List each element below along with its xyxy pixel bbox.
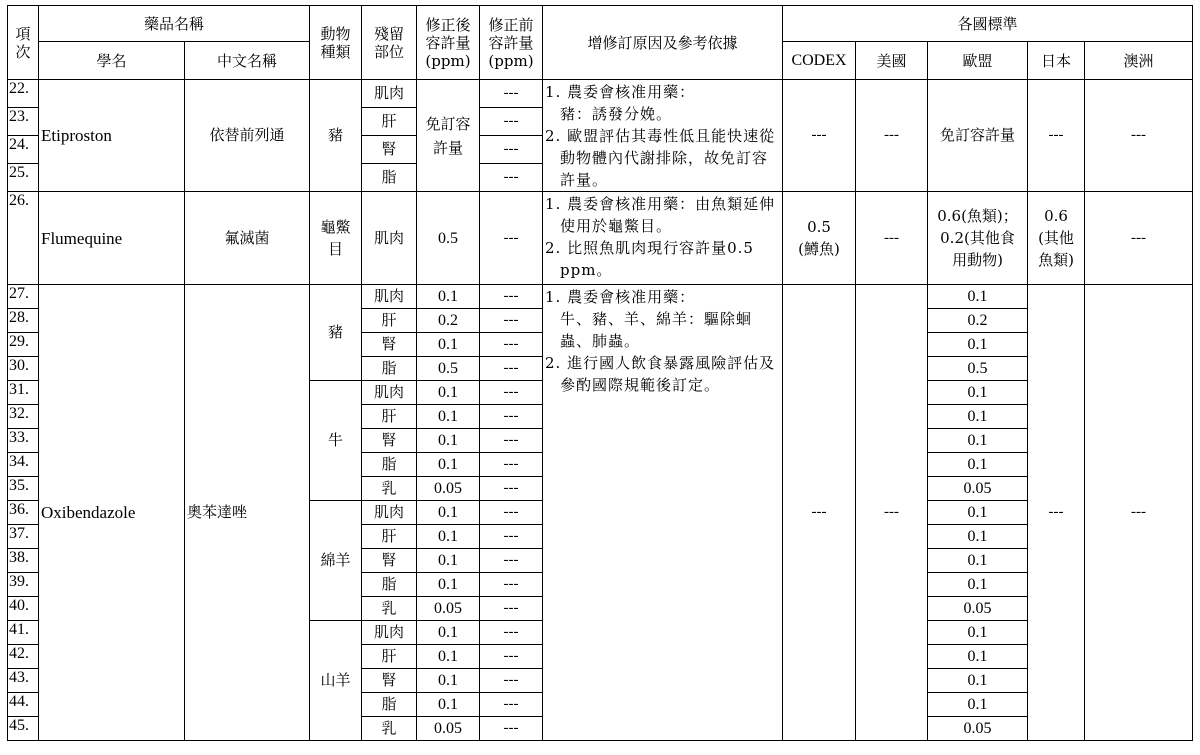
eu-value: 0.1 (928, 453, 1028, 477)
item-number: 29. (8, 333, 39, 357)
australia-value: --- (1085, 192, 1193, 285)
header-reason: 增修訂原因及參考依據 (543, 6, 783, 80)
item-number: 36. (8, 501, 39, 525)
eu-value: 0.1 (928, 501, 1028, 525)
eu-value: 0.5 (928, 357, 1028, 381)
codex-value: --- (783, 285, 856, 741)
tissue: 肌肉 (362, 621, 417, 645)
eu-value: 0.6(魚類)； 0.2(其他食 用動物) (928, 192, 1028, 285)
original-mrl: --- (480, 192, 543, 285)
codex-value: 0.5 (鱒魚) (783, 192, 856, 285)
table-row (8, 285, 1193, 309)
header-australia: 澳洲 (1085, 42, 1193, 80)
revised-mrl: 0.2 (417, 309, 480, 333)
original-mrl: --- (480, 453, 543, 477)
revised-mrl: 0.1 (417, 669, 480, 693)
item-number: 23. (8, 108, 39, 136)
animal-species: 豬 (310, 80, 362, 192)
item-number: 43. (8, 669, 39, 693)
eu-value: 0.1 (928, 333, 1028, 357)
original-mrl: --- (480, 573, 543, 597)
original-mrl: --- (480, 381, 543, 405)
item-number: 34. (8, 453, 39, 477)
eu-value: 0.1 (928, 645, 1028, 669)
mrl-amendment-document (7, 5, 1193, 741)
tissue: 脂 (362, 357, 417, 381)
item-number: 25. (8, 164, 39, 192)
header-codex: CODEX (783, 42, 856, 80)
eu-value: 0.05 (928, 717, 1028, 741)
header-animal: 動物 種類 (310, 6, 362, 80)
scientific-name: Flumequine (39, 192, 185, 285)
original-mrl: --- (480, 357, 543, 381)
tissue: 腎 (362, 333, 417, 357)
item-number: 39. (8, 573, 39, 597)
original-mrl: --- (480, 285, 543, 309)
tissue: 腎 (362, 549, 417, 573)
revised-mrl: 0.1 (417, 645, 480, 669)
eu-value: 0.1 (928, 525, 1028, 549)
revised-mrl: 0.1 (417, 501, 480, 525)
revised-mrl: 0.1 (417, 549, 480, 573)
item-number: 41. (8, 621, 39, 645)
tissue: 肌肉 (362, 192, 417, 285)
table-row (8, 80, 1193, 108)
revised-mrl: 免訂容 許量 (417, 80, 480, 192)
reason-point-1: 1. 農委會核准用藥： (545, 83, 696, 101)
reason-point-2: 2. 進行國人飲食暴露風險評估及參酌國際規範後訂定。 (545, 354, 776, 394)
tissue: 脂 (362, 164, 417, 192)
revised-mrl: 0.1 (417, 429, 480, 453)
reason-point-1: 1. 農委會核准用藥： (545, 288, 696, 306)
original-mrl: --- (480, 525, 543, 549)
tissue: 肝 (362, 405, 417, 429)
revision-reason (543, 192, 783, 285)
eu-value: 0.1 (928, 405, 1028, 429)
item-number: 26. (8, 192, 39, 285)
animal-species: 豬 (310, 285, 362, 381)
animal-species: 牛 (310, 381, 362, 501)
item-number: 32. (8, 405, 39, 429)
item-number: 35. (8, 477, 39, 501)
australia-value: --- (1085, 285, 1193, 741)
eu-value: 0.05 (928, 477, 1028, 501)
japan-value: --- (1028, 285, 1085, 741)
eu-value: 0.2 (928, 309, 1028, 333)
eu-value: 0.1 (928, 573, 1028, 597)
tissue: 腎 (362, 669, 417, 693)
revised-mrl: 0.1 (417, 381, 480, 405)
original-mrl: --- (480, 80, 543, 108)
header-tissue: 殘留 部位 (362, 6, 417, 80)
animal-species: 龜鱉 目 (310, 192, 362, 285)
header-sci-name: 學名 (39, 42, 185, 80)
eu-value: 0.1 (928, 621, 1028, 645)
original-mrl: --- (480, 597, 543, 621)
item-number: 33. (8, 429, 39, 453)
tissue: 肌肉 (362, 285, 417, 309)
japan-value: 0.6 (其他 魚類) (1028, 192, 1085, 285)
revised-mrl: 0.1 (417, 285, 480, 309)
original-mrl: --- (480, 477, 543, 501)
tissue: 乳 (362, 717, 417, 741)
revised-mrl: 0.05 (417, 477, 480, 501)
revised-mrl: 0.1 (417, 333, 480, 357)
australia-value: --- (1085, 80, 1193, 192)
item-number: 30. (8, 357, 39, 381)
header-cn-name: 中文名稱 (185, 42, 310, 80)
table-header (8, 6, 1193, 80)
item-number: 42. (8, 645, 39, 669)
tissue: 肝 (362, 525, 417, 549)
original-mrl: --- (480, 669, 543, 693)
item-number: 31. (8, 381, 39, 405)
original-mrl: --- (480, 309, 543, 333)
revision-reason (543, 80, 783, 192)
original-mrl: --- (480, 549, 543, 573)
item-number: 38. (8, 549, 39, 573)
revised-mrl: 0.05 (417, 717, 480, 741)
header-eu: 歐盟 (928, 42, 1028, 80)
header-revised-mrl: 修正後 容許量 (ppm) (417, 6, 480, 80)
tissue: 肌肉 (362, 80, 417, 108)
revision-reason (543, 285, 783, 741)
revised-mrl: 0.5 (417, 192, 480, 285)
revised-mrl: 0.5 (417, 357, 480, 381)
drug-residue-table (7, 5, 1193, 741)
reason-point-1-detail: 牛、豬、羊、綿羊：驅除蛔蟲、肺蟲。 (560, 310, 753, 350)
eu-value: 免訂容許量 (928, 80, 1028, 192)
tissue: 肝 (362, 309, 417, 333)
tissue: 脂 (362, 573, 417, 597)
original-mrl: --- (480, 108, 543, 136)
table-row (8, 192, 1193, 285)
codex-value: --- (783, 80, 856, 192)
tissue: 腎 (362, 429, 417, 453)
eu-value: 0.1 (928, 285, 1028, 309)
tissue: 肌肉 (362, 501, 417, 525)
eu-value: 0.05 (928, 597, 1028, 621)
original-mrl: --- (480, 717, 543, 741)
revised-mrl: 0.1 (417, 621, 480, 645)
revised-mrl: 0.1 (417, 693, 480, 717)
item-number: 45. (8, 717, 39, 741)
header-item-no: 項 次 (8, 6, 39, 80)
reason-point-1: 1. 農委會核准用藥：由魚類延伸使用於龜鱉目。 (545, 195, 776, 235)
chinese-name: 依替前列通 (185, 80, 310, 192)
original-mrl: --- (480, 429, 543, 453)
item-number: 37. (8, 525, 39, 549)
reason-point-1-detail: 豬：誘發分娩。 (560, 105, 673, 123)
scientific-name: Etiproston (39, 80, 185, 192)
revised-mrl: 0.1 (417, 525, 480, 549)
item-number: 22. (8, 80, 39, 108)
revised-mrl: 0.05 (417, 597, 480, 621)
reason-point-2: 2. 歐盟評估其毒性低且能快速從動物體內代謝排除，故免訂容許量。 (545, 127, 776, 189)
original-mrl: --- (480, 501, 543, 525)
animal-species: 綿羊 (310, 501, 362, 621)
scientific-name: Oxibendazole (39, 285, 185, 741)
eu-value: 0.1 (928, 429, 1028, 453)
table-body (8, 80, 1193, 741)
japan-value: --- (1028, 80, 1085, 192)
original-mrl: --- (480, 405, 543, 429)
tissue: 腎 (362, 136, 417, 164)
revised-mrl: 0.1 (417, 405, 480, 429)
eu-value: 0.1 (928, 381, 1028, 405)
tissue: 肌肉 (362, 381, 417, 405)
animal-species: 山羊 (310, 621, 362, 741)
tissue: 肝 (362, 645, 417, 669)
revised-mrl: 0.1 (417, 453, 480, 477)
original-mrl: --- (480, 621, 543, 645)
eu-value: 0.1 (928, 669, 1028, 693)
original-mrl: --- (480, 164, 543, 192)
item-number: 40. (8, 597, 39, 621)
original-mrl: --- (480, 645, 543, 669)
tissue: 乳 (362, 597, 417, 621)
original-mrl: --- (480, 693, 543, 717)
header-original-mrl: 修正前 容許量 (ppm) (480, 6, 543, 80)
usa-value: --- (856, 80, 928, 192)
item-number: 24. (8, 136, 39, 164)
revised-mrl: 0.1 (417, 573, 480, 597)
header-usa: 美國 (856, 42, 928, 80)
header-japan: 日本 (1028, 42, 1085, 80)
usa-value: --- (856, 192, 928, 285)
reason-point-2: 2. 比照魚肌肉現行容許量0.5 ppm。 (545, 239, 754, 279)
tissue: 脂 (362, 453, 417, 477)
item-number: 28. (8, 309, 39, 333)
header-drug-name: 藥品名稱 (39, 6, 310, 42)
chinese-name: 氟滅菌 (185, 192, 310, 285)
original-mrl: --- (480, 136, 543, 164)
usa-value: --- (856, 285, 928, 741)
header-international-standards: 各國標準 (783, 6, 1193, 42)
original-mrl: --- (480, 333, 543, 357)
item-number: 27. (8, 285, 39, 309)
chinese-name: 奧苯達唑 (185, 285, 310, 741)
item-number: 44. (8, 693, 39, 717)
tissue: 肝 (362, 108, 417, 136)
tissue: 乳 (362, 477, 417, 501)
eu-value: 0.1 (928, 693, 1028, 717)
tissue: 脂 (362, 693, 417, 717)
eu-value: 0.1 (928, 549, 1028, 573)
